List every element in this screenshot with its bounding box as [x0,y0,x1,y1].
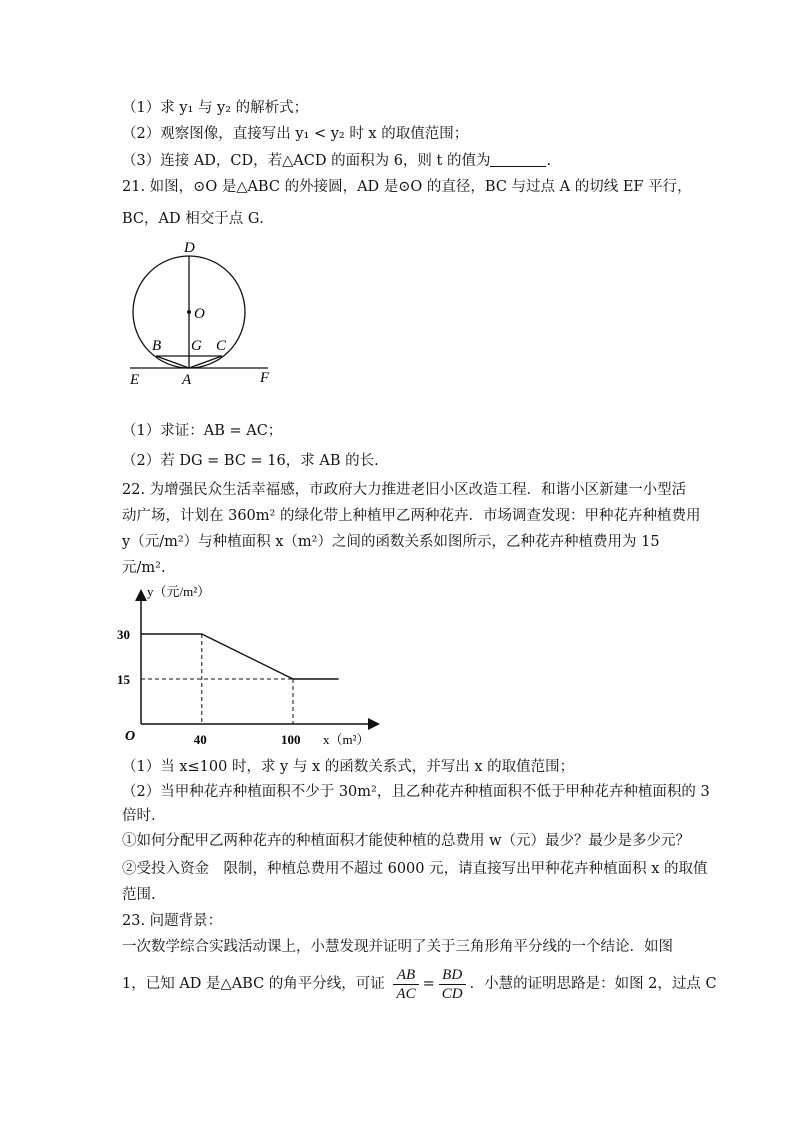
q22-sub2b: 范围. [122,887,156,903]
equals-sign: = [422,976,435,992]
q22-part2b: 倍时． [122,808,166,824]
q23-line3-start: 1，已知 AD 是△ABC 的角平分线，可证 [122,976,385,992]
q20-part3-end: . [546,153,552,169]
frac2-numerator: BD [439,966,466,985]
frac1-numerator: AB [393,966,418,985]
origin-label: O [125,729,136,744]
q20-part2: （2）观察图像，直接写出 y₁ < y₂ 时 x 的取值范围； [122,126,469,142]
q22-line3: y（元/m²）与种植面积 x（m²）之间的函数关系如图所示，乙种花卉种植费用为 15 [122,534,660,550]
q20-part3-text: （3）连接 AD，CD，若△ACD 的面积为 6，则 t 的值为 [122,153,491,169]
label-c: C [216,338,227,354]
q22-line2: 动广场，计划在 360m² 的绿化带上种植甲乙两种花卉．市场调查发现：甲种花卉种植费用 [122,508,701,524]
q23-line1: 23. 问题背景： [122,913,223,929]
y-axis-label: y（元/m²） [147,584,211,599]
answer-blank [490,152,546,167]
q21-part2: （2）若 DG = BC = 16，求 AB 的长. [122,453,379,469]
segment-ac [189,356,222,368]
circle-figure [120,232,280,392]
q23-line2: 一次数学综合实践活动课上，小慧发现并证明了关于三角形角平分线的一个结论．如图 [122,939,673,955]
q22-sub1: ①如何分配甲乙两种花卉的种植面积才能使种植的总费用 w（元）最少？最少是多少元？ [122,833,691,849]
segment-ab [156,356,189,368]
q23-line3 [122,964,717,1004]
q22-sub2a: ②受投入资金 限制，种植总费用不超过 6000 元，请直接写出甲种花卉种植面积 x 的取值 [122,861,708,877]
q22-line1: 22. 为增强民众生活幸福感，市政府大力推进老旧小区改造工程．和谐小区新建一小型活 [122,482,687,498]
center-point [187,310,191,314]
x-axis-label: x（m²） [323,732,370,747]
q22-part2a: （2）当甲种花卉种植面积不少于 30m²，且乙种花卉种植面积不低于甲种花卉种植面积的 3 [122,784,710,800]
label-f: F [260,370,270,386]
fraction-ab-ac [393,966,418,1003]
frac1-denominator: AC [396,985,416,1002]
label-e: E [130,372,140,388]
q21-line1: 21. 如图，⊙O 是△ABC 的外接圆，AD 是⊙O 的直径，BC 与过点 A 的切线 EF 平行， [122,179,692,195]
x-tick-100: 100 [281,732,301,747]
x-tick-40: 40 [193,732,207,747]
label-a: A [182,372,192,388]
label-d: D [184,240,195,256]
q21-line2: BC，AD 相交于点 G． [122,211,274,227]
frac2-denominator: CD [441,985,463,1002]
q22-part1: （1）当 x≤100 时，求 y 与 x 的函数关系式，并写出 x 的取值范围； [122,759,575,775]
label-b: B [152,338,162,354]
q22-line4: 元/m². [122,560,166,576]
q21-part1: （1）求证：AB = AC； [122,423,283,439]
y-tick-15: 15 [117,672,130,687]
fraction-bd-cd [439,966,466,1003]
y-tick-30: 30 [117,627,130,642]
q20-part1: （1）求 y₁ 与 y₂ 的解析式； [122,100,309,116]
series-segment-2 [202,634,293,679]
label-g: G [191,338,202,354]
cost-chart [115,578,415,750]
label-o: O [194,306,205,322]
q20-part3 [122,151,551,171]
q23-line3-end: ．小慧的证明思路是：如图 2，过点 C [469,976,717,992]
